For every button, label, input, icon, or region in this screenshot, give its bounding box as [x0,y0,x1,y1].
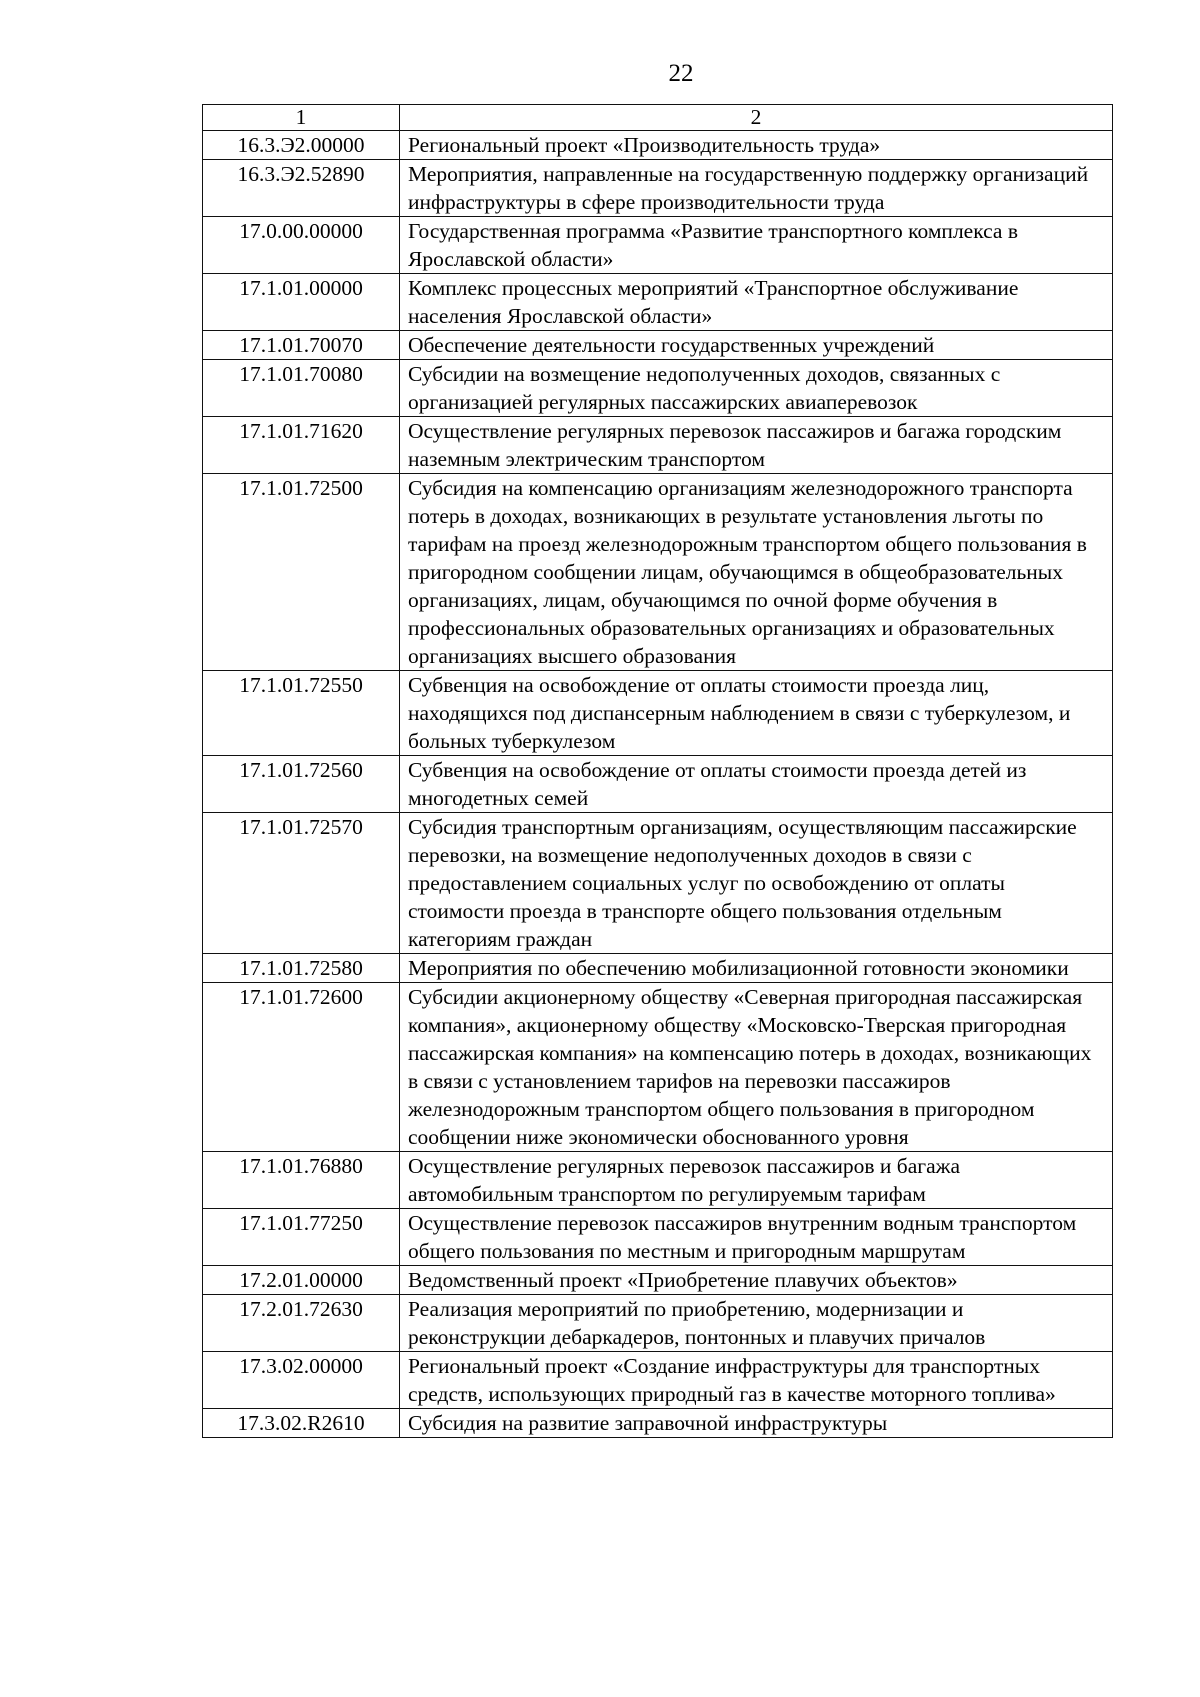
row-name: Региональный проект «Создание инфраструктуры для транспортных средств, использующих природный газ в качестве моторного топлива» [400,1352,1113,1409]
row-code: 16.3.Э2.00000 [203,131,400,160]
table-row [203,331,1113,360]
row-code: 17.1.01.72600 [203,983,400,1152]
row-code: 17.1.01.70080 [203,360,400,417]
table-row [203,274,1113,331]
table-row [203,983,1113,1152]
row-code: 17.0.00.00000 [203,217,400,274]
classification-table [202,104,1113,1438]
row-code: 17.1.01.77250 [203,1209,400,1266]
row-code: 17.1.01.76880 [203,1152,400,1209]
table-row [203,131,1113,160]
row-name: Субсидии на возмещение недополученных доходов, связанных с организацией регулярных пассажирских авиаперевозок [400,360,1113,417]
row-name: Осуществление перевозок пассажиров внутренним водным транспортом общего пользования по местным и пригородным маршрутам [400,1209,1113,1266]
row-name: Субвенция на освобождение от оплаты стоимости проезда детей из многодетных семей [400,756,1113,813]
row-name: Субвенция на освобождение от оплаты стоимости проезда лиц, находящихся под диспансерным наблюдением в связи с туберкулезом, и больных туберкулезом [400,671,1113,756]
table-row [203,1409,1113,1438]
table-row [203,360,1113,417]
row-name: Государственная программа «Развитие транспортного комплекса в Ярославской области» [400,217,1113,274]
row-code: 17.1.01.72560 [203,756,400,813]
table-row [203,1295,1113,1352]
row-name: Обеспечение деятельности государственных учреждений [400,331,1113,360]
row-name: Ведомственный проект «Приобретение плавучих объектов» [400,1266,1113,1295]
row-code: 17.1.01.72550 [203,671,400,756]
row-code: 17.1.01.00000 [203,274,400,331]
row-code: 17.1.01.72570 [203,813,400,954]
table-row [203,417,1113,474]
row-code: 17.1.01.72580 [203,954,400,983]
page-number: 22 [668,60,694,87]
row-name: Осуществление регулярных перевозок пассажиров и багажа автомобильным транспортом по регулируемым тарифам [400,1152,1113,1209]
row-code: 16.3.Э2.52890 [203,160,400,217]
table-row [203,756,1113,813]
row-name: Субсидия на развитие заправочной инфраструктуры [400,1409,1113,1438]
row-name: Осуществление регулярных перевозок пассажиров и багажа городским наземным электрическим транспортом [400,417,1113,474]
row-name: Мероприятия, направленные на государственную поддержку организаций инфраструктуры в сфере производительности труда [400,160,1113,217]
table-row [203,160,1113,217]
row-code: 17.2.01.00000 [203,1266,400,1295]
row-code: 17.3.02.00000 [203,1352,400,1409]
row-name: Субсидия транспортным организациям, осуществляющим пассажирские перевозки, на возмещение недополученных доходов в связи с предоставлением социальных услуг по освобождению от оплаты стоимости проезда в транспорте общего пользования отдельным категориям граждан [400,813,1113,954]
table-row [203,217,1113,274]
row-code: 17.1.01.72500 [203,474,400,671]
table-row [203,954,1113,983]
row-name: Субсидии акционерному обществу «Северная пригородная пассажирская компания», акционерному обществу «Московско-Тверская пригородная пассажирская компания» на компенсацию потерь в доходах, возникающих в связи с установлением тарифов на перевозки пассажиров железнодорожным транспортом общего пользования в пригородном сообщении ниже экономически обоснованного уровня [400,983,1113,1152]
table-header-row [203,105,1113,131]
row-name: Региональный проект «Производительность труда» [400,131,1113,160]
column-header-name: 2 [400,105,1113,131]
table-row [203,1152,1113,1209]
row-name: Мероприятия по обеспечению мобилизационной готовности экономики [400,954,1113,983]
table-row [203,813,1113,954]
row-code: 17.1.01.71620 [203,417,400,474]
table-row [203,1352,1113,1409]
column-header-code: 1 [203,105,400,131]
table-row [203,1209,1113,1266]
row-code: 17.1.01.70070 [203,331,400,360]
row-name: Комплекс процессных мероприятий «Транспортное обслуживание населения Ярославской области» [400,274,1113,331]
table-row [203,671,1113,756]
table-row [203,1266,1113,1295]
row-code: 17.3.02.R2610 [203,1409,400,1438]
row-name: Субсидия на компенсацию организациям железнодорожного транспорта потерь в доходах, возникающих в результате установления льготы по тарифам на проезд железнодорожным транспортом общего пользования в пригородном сообщении лицам, обучающимся в общеобразовательных организациях, лицам, обучающимся по очной форме обучения в профессиональных образовательных организациях и образовательных организациях высшего образования [400,474,1113,671]
row-code: 17.2.01.72630 [203,1295,400,1352]
table-row [203,474,1113,671]
row-name: Реализация мероприятий по приобретению, модернизации и реконструкции дебаркадеров, понтонных и плавучих причалов [400,1295,1113,1352]
